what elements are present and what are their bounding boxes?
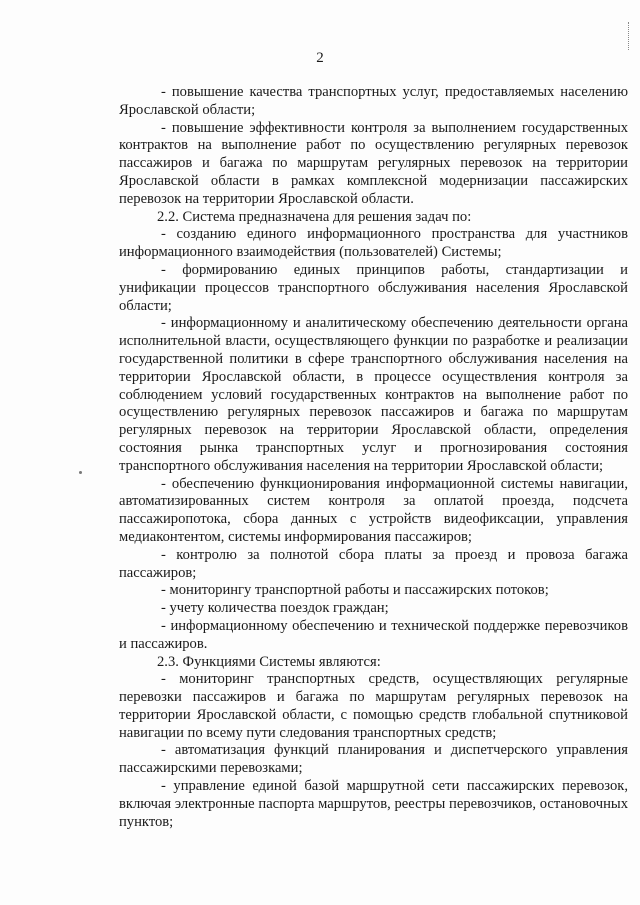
- paragraph: - учету количества поездок граждан;: [161, 600, 389, 617]
- document-body: [119, 84, 628, 831]
- paragraph: 2.2. Система предназначена для решения задач по:: [157, 208, 472, 225]
- paragraph: 2.3. Функциями Системы являются:: [157, 653, 381, 670]
- paragraph: - информационному обеспечению и технической поддержке перевозчиков и пассажиров.: [119, 617, 628, 652]
- paragraph: - повышение качества транспортных услуг, предоставляемых населению Ярославской области;: [119, 84, 628, 118]
- paragraph: - обеспечению функционирования информационной системы навигации, автоматизированных систем контроля за оплатой проезда, подсчета пассажиропотока, сбора данных с устройств видеофиксации, управления медиаконтентом, системы информирования пассажиров;: [119, 475, 628, 545]
- page-number: 2: [316, 50, 324, 66]
- paragraph: - мониторинг транспортных средств, осуществляющих регулярные перевозки пассажиров и багажа по маршрутам регулярных перевозок на территории Ярославской области, с помощью средств глобальной спутниковой навигации по всему пути следования транспортных средств;: [119, 671, 628, 741]
- paragraph: - повышение эффективности контроля за выполнением государственных контрактов на выполнение работ по осуществлению регулярных перевозок пассажиров и багажа по маршрутам регулярных перевозок на территории Ярославской области в рамках комплексной модернизации пассажирских перевозок на территории Ярославской области.: [119, 119, 628, 207]
- paragraph: - созданию единого информационного пространства для участников информационного взаимодействия (пользователей) Системы;: [119, 226, 628, 261]
- paragraph: - формированию единых принципов работы, стандартизации и унификации процессов транспортного обслуживания населения Ярославской области;: [119, 261, 628, 314]
- paragraph: - информационному и аналитическому обеспечению деятельности органа исполнительной власти, осуществляющего функции по разработке и реализации государственной политики в сфере транспортного обслуживания населения на территории Ярославской области, в процессе осуществления контроля за соблюдением условий государственных контрактов на выполнение работ по осуществлению регулярных перевозок пассажиров и багажа по маршрутам регулярных перевозок на территории Ярославской области, определения состояния рынка транспортных услуг и прогнозирования состояния транспортного обслуживания населения на территории Ярославской области;: [119, 315, 628, 474]
- scan-edge-mark: [628, 22, 631, 50]
- paragraph: - мониторингу транспортной работы и пассажирских потоков;: [161, 582, 549, 599]
- paragraph: - контролю за полнотой сбора платы за проезд и провоза багажа пассажиров;: [119, 546, 628, 581]
- scan-margin-dot: [79, 471, 82, 474]
- paragraph: - управление единой базой маршрутной сети пассажирских перевозок, включая электронные паспорта маршрутов, реестры перевозчиков, остановочных пунктов;: [119, 778, 628, 830]
- paragraph: - автоматизация функций планирования и диспетчерского управления пассажирскими перевозками;: [119, 742, 628, 777]
